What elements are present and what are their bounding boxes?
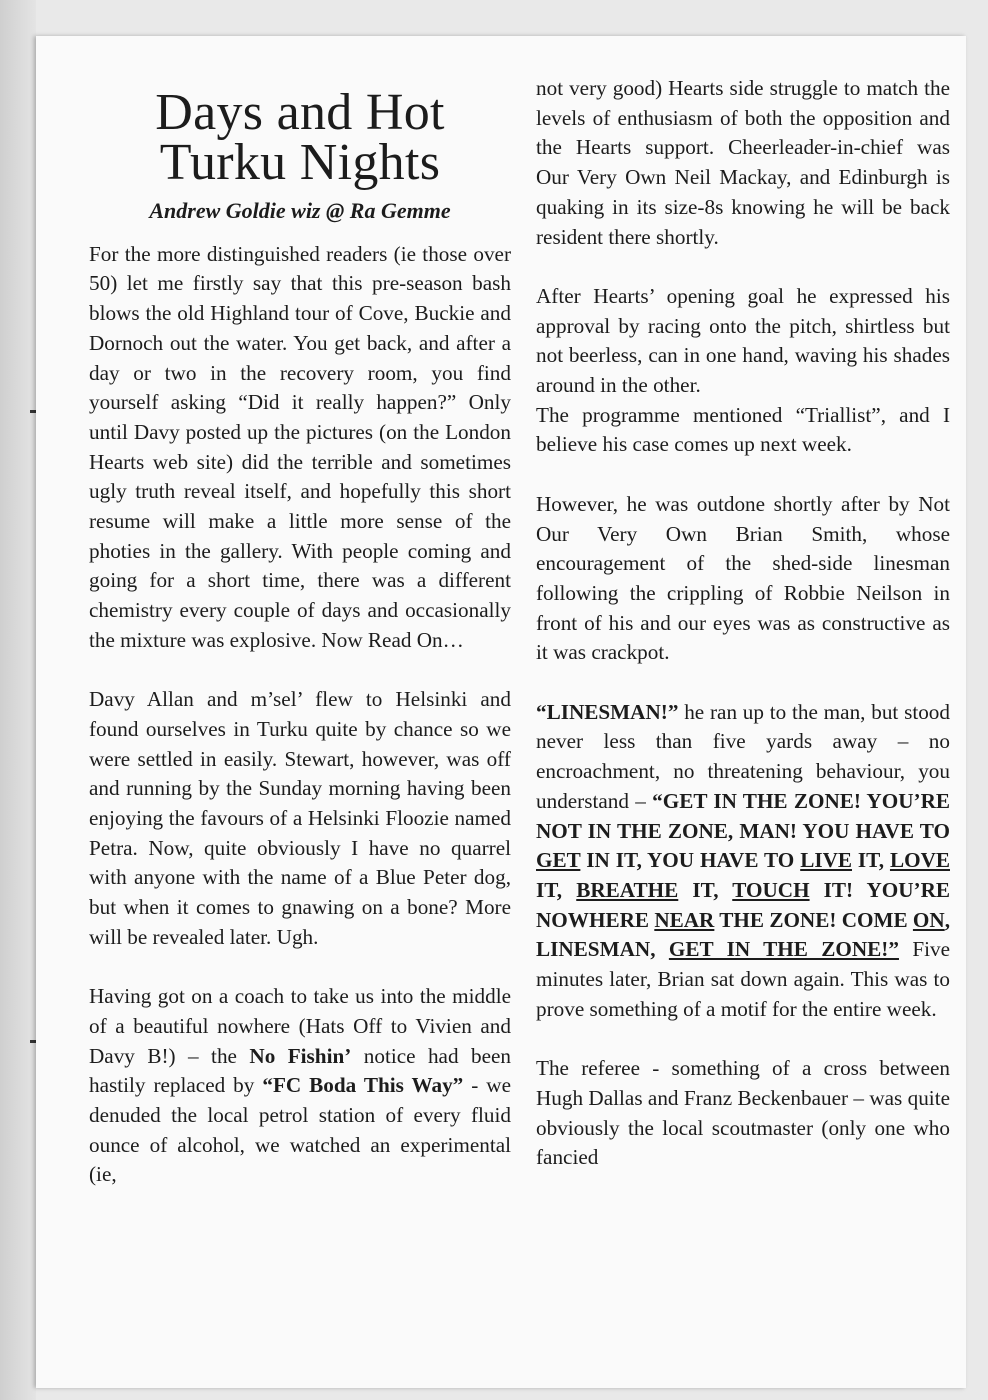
article-byline: Andrew Goldie wiz @ Ra Gemme — [149, 198, 451, 223]
paragraph-2: Davy Allan and m’sel’ flew to Helsinki and found ourselves in Turku quite by chance so we were settled in easily. Stewart, however, was off and running by the Sunday morning having been enjoying the favours of a Helsinki Floozie named Petra. Now, quite obviously I have no quarrel with anyone with the name of a Blue Peter dog, but when it comes to gnawing on a bone? More will be revealed later. Ugh. — [89, 687, 511, 949]
paragraph-1: For the more distinguished readers (ie those over 50) let me firstly say that this pre-season bash blows the old Highland tour of Cove, Buckie and Dornoch out the water. You get back, and after a day or two in the recovery room, you find yourself asking “Did it really happen?” Only until Davy posted up the pictures (on the London Hearts web site) did the terrible and sometimes ugly truth reveal itself, and hopefully this short resume will make a little more sense of the photies in the gallery. With people coming and going for a short time, there was a different chemistry every couple of days and occasionally the mixture was explosive. Now Read On… — [89, 241, 511, 652]
magazine-page — [36, 36, 966, 1388]
paragraph-9: The referee - something of a cross between Hugh Dallas and Franz Beckenbauer – was quite obviously the local scoutmaster (only one who fancied — [536, 1056, 950, 1170]
linesman-shout: “GET IN THE ZONE! YOU’RE NOT IN THE ZONE, MAN! YOU HAVE TO GET IN IT, YOU HAVE TO LIVE IT, LOVE IT, BREATHE IT, TOUCH IT! YOU’RE NOWHERE NEAR THE ZONE! COME ON, LINESMAN, GET IN THE ZONE!” — [536, 788, 951, 962]
paragraph-5: After Hearts’ opening goal he expressed his approval by racing onto the pitch, shirtless but not beerless, can in one hand, waving his shades around in the other. — [536, 283, 950, 398]
right-column — [536, 74, 950, 1173]
paragraph-8: “LINESMAN!” he ran up to the man, but stood never less than five yards away – no encroachment, no threatening behaviour, you understand – “GET IN THE ZONE! YOU’RE NOT IN THE ZONE, MAN! YOU HAVE TO GET IN IT, YOU HAVE TO LIVE IT, LOVE IT, BREATHE IT, TOUCH IT! YOU’RE NOWHERE NEAR THE ZONE! COME ON, LINESMAN, GET IN THE ZONE!” Five minutes later, Brian sat down again. This was to prove something of a motif for the entire week. — [536, 699, 951, 1021]
paragraph-6: The programme mentioned “Triallist”, and I believe his case comes up next week. — [536, 402, 950, 457]
page-binding — [0, 0, 36, 1400]
paragraph-4: not very good) Hearts side struggle to match the levels of enthusiasm of both the opposition and the Hearts support. Cheerleader-in-chief was Our Very Own Neil Mackay, and Edinburgh is quaking in its size-8s knowing he will be back resident there shortly. — [536, 76, 950, 249]
paragraph-7: However, he was outdone shortly after by Not Our Very Own Brian Smith, whose encouragement of the shed-side linesman following the crippling of Robbie Neilson in front of his and our eyes was as constructive as it was crackpot. — [536, 491, 950, 665]
article-title — [89, 84, 511, 191]
paragraph-3: Having got on a coach to take us into the middle of a beautiful nowhere (Hats Off to Vivien and Davy B!) – the No Fishin’ notice had been hastily replaced by “FC Boda This Way” - we denuded the local petrol station of every fluid ounce of alcohol, we watched an experimental (ie, — [89, 984, 511, 1187]
no-fishin-notice: No Fishin’ — [249, 1043, 352, 1068]
fc-boda-sign: “FC Boda This Way” — [262, 1073, 464, 1098]
title-line-2: Turku Nights — [159, 134, 441, 191]
title-line-1: Days and Hot — [155, 84, 445, 141]
left-column — [89, 36, 511, 1190]
